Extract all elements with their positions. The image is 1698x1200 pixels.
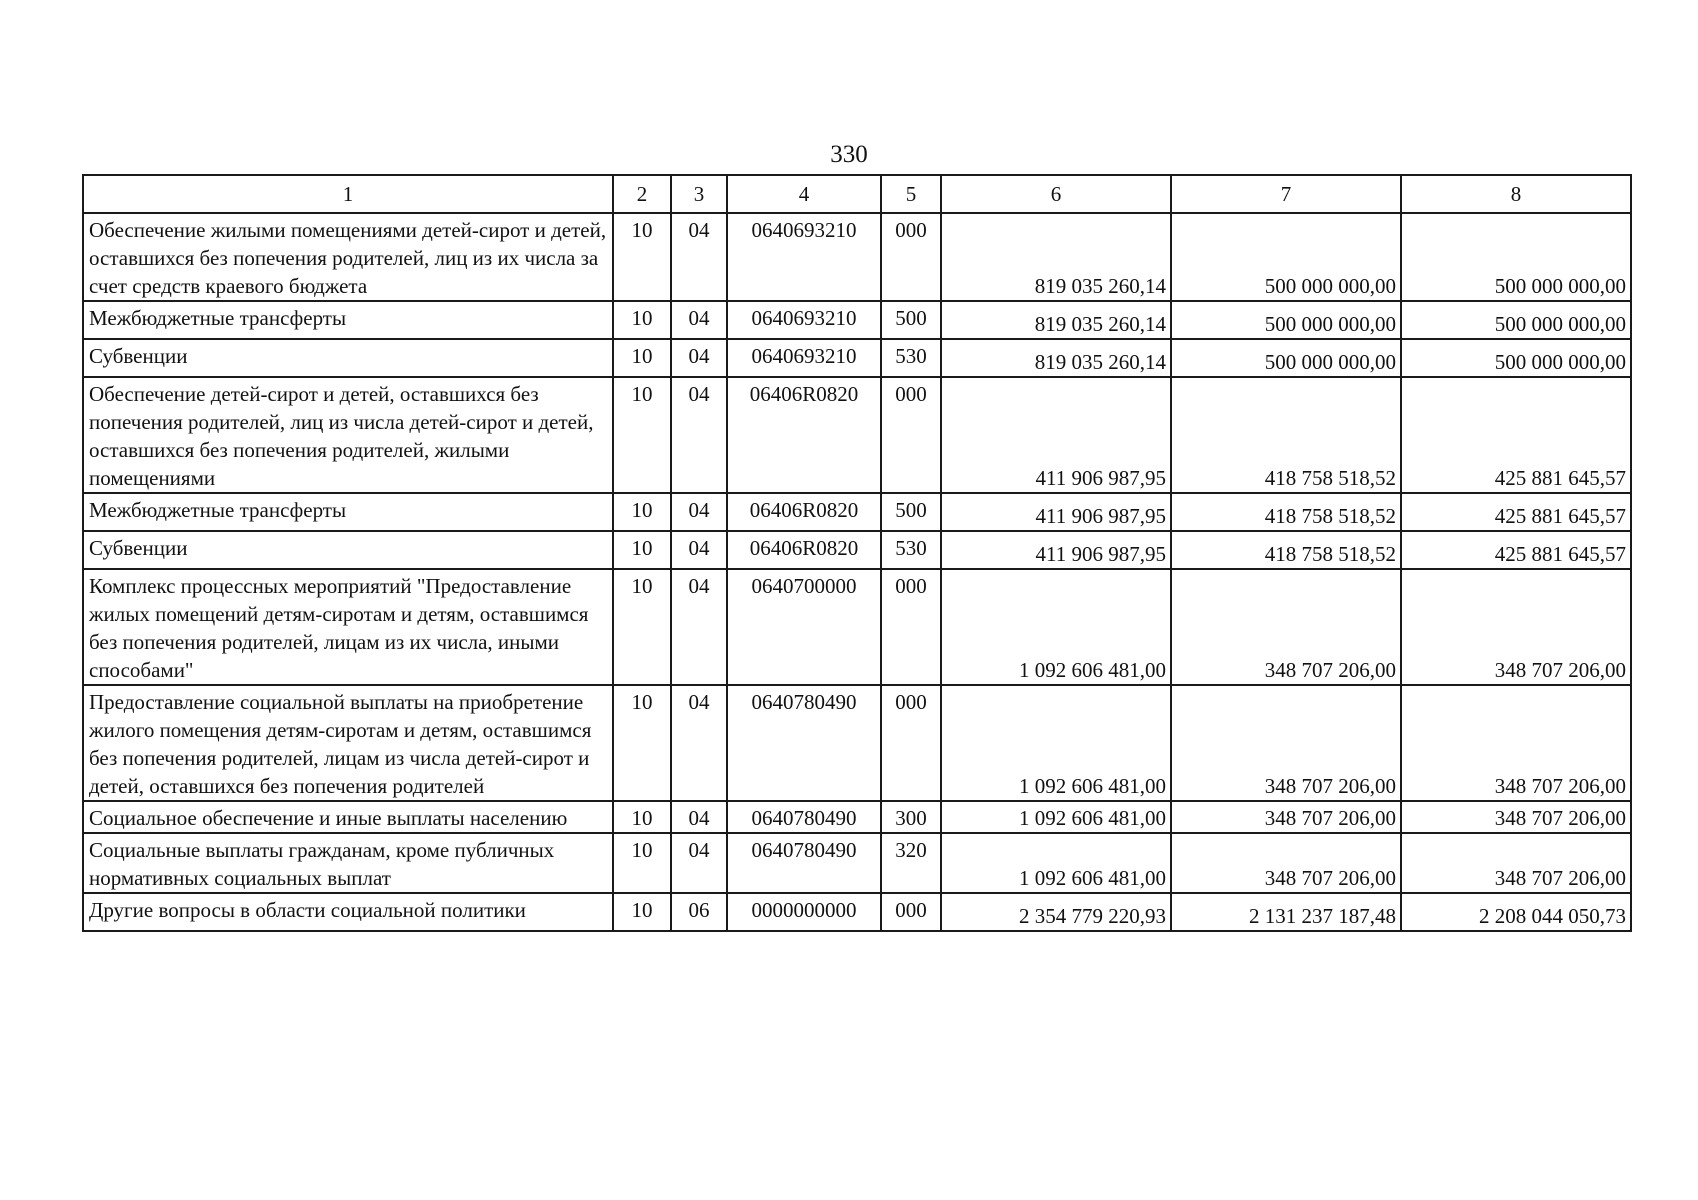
subsection-code: 04 <box>671 493 727 531</box>
row-name: Предоставление социальной выплаты на приобретение жилого помещения детям-сиротам и детям, оставшимся без попечения родителей, лицам из числа детей-сирот и детей, оставшихся без попечения родителей <box>83 685 613 801</box>
section-code: 10 <box>613 833 671 893</box>
amount-col6: 1 092 606 481,00 <box>941 685 1171 801</box>
subsection-code: 04 <box>671 339 727 377</box>
table-row <box>83 493 1631 531</box>
column-header: 6 <box>941 175 1171 213</box>
amount-col8: 425 881 645,57 <box>1401 377 1631 493</box>
amount-col8: 348 707 206,00 <box>1401 685 1631 801</box>
table-row <box>83 893 1631 931</box>
amount-col8: 2 208 044 050,73 <box>1401 893 1631 931</box>
budget-table <box>82 174 1632 932</box>
row-name: Социальные выплаты гражданам, кроме публичных нормативных социальных выплат <box>83 833 613 893</box>
row-name: Субвенции <box>83 339 613 377</box>
subsection-code: 04 <box>671 801 727 833</box>
amount-col8: 500 000 000,00 <box>1401 213 1631 301</box>
table-row <box>83 569 1631 685</box>
table-row <box>83 339 1631 377</box>
amount-col7: 500 000 000,00 <box>1171 301 1401 339</box>
section-code: 10 <box>613 531 671 569</box>
subsection-code: 04 <box>671 301 727 339</box>
amount-col6: 819 035 260,14 <box>941 301 1171 339</box>
target-article-code: 0640693210 <box>727 301 881 339</box>
subsection-code: 04 <box>671 531 727 569</box>
row-name: Другие вопросы в области социальной политики <box>83 893 613 931</box>
table-row <box>83 531 1631 569</box>
row-name: Обеспечение жилыми помещениями детей-сирот и детей, оставшихся без попечения родителей, лиц из их числа за счет средств краевого бюджета <box>83 213 613 301</box>
table-row <box>83 833 1631 893</box>
row-name: Межбюджетные трансферты <box>83 301 613 339</box>
section-code: 10 <box>613 377 671 493</box>
section-code: 10 <box>613 339 671 377</box>
column-header: 5 <box>881 175 941 213</box>
target-article-code: 0640780490 <box>727 685 881 801</box>
amount-col8: 500 000 000,00 <box>1401 339 1631 377</box>
table-row <box>83 685 1631 801</box>
expense-type-code: 500 <box>881 493 941 531</box>
table-header-row <box>83 175 1631 213</box>
column-header: 7 <box>1171 175 1401 213</box>
expense-type-code: 530 <box>881 531 941 569</box>
section-code: 10 <box>613 213 671 301</box>
amount-col6: 411 906 987,95 <box>941 377 1171 493</box>
row-name: Комплекс процессных мероприятий "Предоставление жилых помещений детям-сиротам и детям, оставшимся без попечения родителей, лицам из их числа, иными способами" <box>83 569 613 685</box>
target-article-code: 0640780490 <box>727 833 881 893</box>
expense-type-code: 000 <box>881 893 941 931</box>
amount-col7: 500 000 000,00 <box>1171 339 1401 377</box>
target-article-code: 0640693210 <box>727 213 881 301</box>
amount-col6: 1 092 606 481,00 <box>941 801 1171 833</box>
section-code: 10 <box>613 569 671 685</box>
target-article-code: 06406R0820 <box>727 531 881 569</box>
target-article-code: 0000000000 <box>727 893 881 931</box>
expense-type-code: 320 <box>881 833 941 893</box>
subsection-code: 04 <box>671 833 727 893</box>
row-name: Межбюджетные трансферты <box>83 493 613 531</box>
target-article-code: 0640780490 <box>727 801 881 833</box>
column-header: 3 <box>671 175 727 213</box>
table-row <box>83 213 1631 301</box>
target-article-code: 06406R0820 <box>727 377 881 493</box>
table-row <box>83 377 1631 493</box>
target-article-code: 06406R0820 <box>727 493 881 531</box>
subsection-code: 04 <box>671 569 727 685</box>
column-header: 8 <box>1401 175 1631 213</box>
section-code: 10 <box>613 801 671 833</box>
column-header: 2 <box>613 175 671 213</box>
expense-type-code: 000 <box>881 213 941 301</box>
amount-col7: 348 707 206,00 <box>1171 833 1401 893</box>
expense-type-code: 000 <box>881 685 941 801</box>
row-name: Социальное обеспечение и иные выплаты населению <box>83 801 613 833</box>
amount-col7: 418 758 518,52 <box>1171 493 1401 531</box>
amount-col8: 425 881 645,57 <box>1401 531 1631 569</box>
amount-col6: 1 092 606 481,00 <box>941 833 1171 893</box>
expense-type-code: 530 <box>881 339 941 377</box>
amount-col7: 2 131 237 187,48 <box>1171 893 1401 931</box>
section-code: 10 <box>613 301 671 339</box>
amount-col6: 2 354 779 220,93 <box>941 893 1171 931</box>
subsection-code: 04 <box>671 213 727 301</box>
subsection-code: 06 <box>671 893 727 931</box>
expense-type-code: 500 <box>881 301 941 339</box>
section-code: 10 <box>613 493 671 531</box>
amount-col7: 418 758 518,52 <box>1171 531 1401 569</box>
table-row <box>83 301 1631 339</box>
amount-col7: 348 707 206,00 <box>1171 685 1401 801</box>
amount-col7: 348 707 206,00 <box>1171 569 1401 685</box>
subsection-code: 04 <box>671 685 727 801</box>
amount-col6: 411 906 987,95 <box>941 493 1171 531</box>
amount-col7: 500 000 000,00 <box>1171 213 1401 301</box>
amount-col8: 425 881 645,57 <box>1401 493 1631 531</box>
column-header: 1 <box>83 175 613 213</box>
amount-col6: 1 092 606 481,00 <box>941 569 1171 685</box>
expense-type-code: 000 <box>881 377 941 493</box>
expense-type-code: 300 <box>881 801 941 833</box>
section-code: 10 <box>613 685 671 801</box>
target-article-code: 0640700000 <box>727 569 881 685</box>
page-number: 330 <box>830 141 868 168</box>
section-code: 10 <box>613 893 671 931</box>
table-row <box>83 801 1631 833</box>
amount-col8: 500 000 000,00 <box>1401 301 1631 339</box>
amount-col7: 418 758 518,52 <box>1171 377 1401 493</box>
amount-col8: 348 707 206,00 <box>1401 569 1631 685</box>
amount-col7: 348 707 206,00 <box>1171 801 1401 833</box>
row-name: Обеспечение детей-сирот и детей, оставшихся без попечения родителей, лиц из числа детей-сирот и детей, оставшихся без попечения родителей, жилыми помещениями <box>83 377 613 493</box>
expense-type-code: 000 <box>881 569 941 685</box>
target-article-code: 0640693210 <box>727 339 881 377</box>
amount-col8: 348 707 206,00 <box>1401 801 1631 833</box>
column-header: 4 <box>727 175 881 213</box>
amount-col6: 411 906 987,95 <box>941 531 1171 569</box>
amount-col8: 348 707 206,00 <box>1401 833 1631 893</box>
amount-col6: 819 035 260,14 <box>941 213 1171 301</box>
amount-col6: 819 035 260,14 <box>941 339 1171 377</box>
subsection-code: 04 <box>671 377 727 493</box>
row-name: Субвенции <box>83 531 613 569</box>
